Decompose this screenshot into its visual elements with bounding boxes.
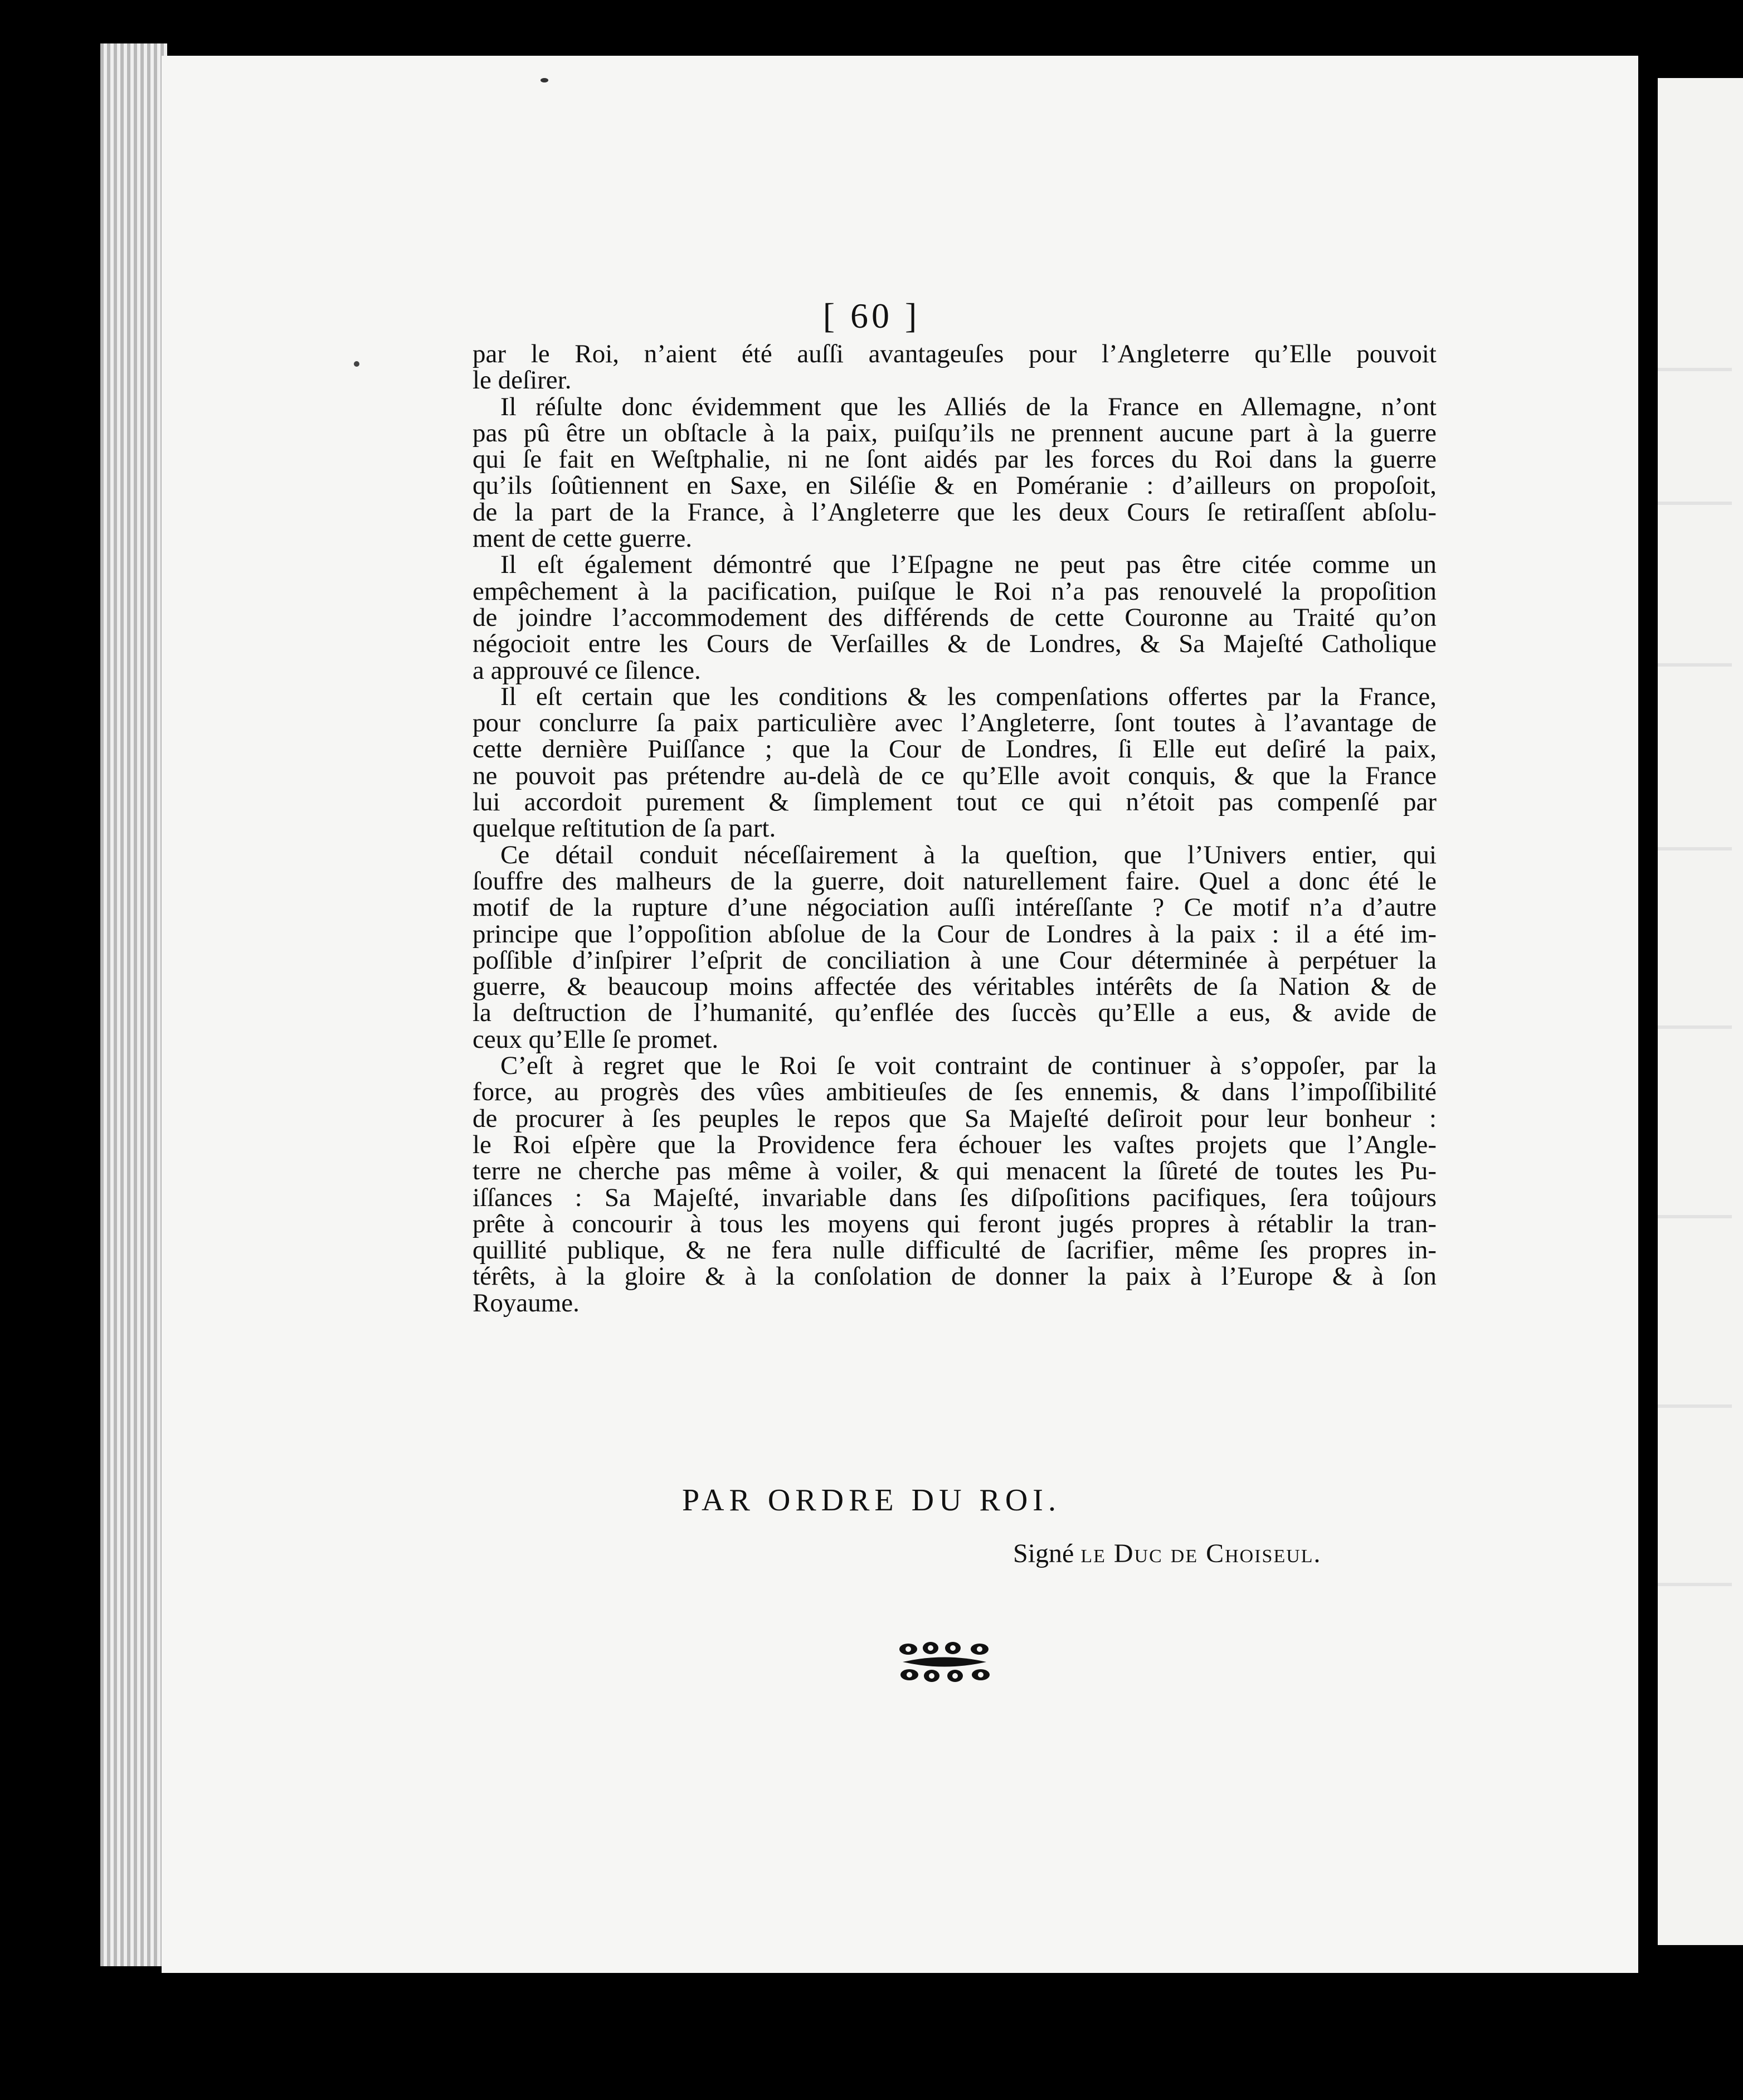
text-line: Royaume. [473, 1288, 580, 1318]
page-number: [ 60 ] [822, 296, 921, 336]
text-line: qui ſe fait en Weſtphalie, ni ne ſont aidés par les forces du Roi dans la guerre [473, 445, 1437, 474]
text-line: Il réſulte donc évidemment que les Alliés de la France en Allemagne, n’ont [500, 392, 1437, 421]
body-text [473, 341, 1437, 1316]
text-line: Il eſt également démontré que l’Eſpagne ne peut pas être citée comme un [500, 550, 1437, 580]
text-line: négocioit entre les Cours de Verſailles & de Londres, & Sa Majeſté Catholique [473, 629, 1437, 659]
signature-line [1013, 1538, 1322, 1569]
text-line: ſouffre des malheurs de la guerre, doit naturellement faire. Quel a donc été le [473, 866, 1437, 896]
text-line: prête à concourir à tous les moyens qui feront jugés propres à rétablir la tran- [473, 1209, 1437, 1238]
text-line: C’eſt à regret que le Roi ſe voit contraint de continuer à s’oppoſer, par la [500, 1051, 1437, 1081]
text-line: pas pû être un obſtacle à la paix, puiſqu’ils ne prennent aucune part à la guerre [473, 418, 1437, 448]
text-line: la deſtruction de l’humanité, qu’enflée des ſuccès qu’Elle a eus, & avide de [473, 998, 1437, 1028]
text-line: ment de cette guerre. [473, 524, 693, 553]
text-line: ceux qu’Elle ſe promet. [473, 1024, 719, 1054]
text-line: principe que l’oppoſition abſolue de la Cour de Londres à la paix : il a été im- [473, 919, 1437, 949]
text-line: poſſible d’inſpirer l’eſprit de conciliation à une Cour déterminée à perpétuer la [473, 945, 1437, 975]
text-line: de joindre l’accommodement des différends de cette Couronne au Traité qu’on [473, 602, 1437, 632]
text-line: le Roi eſpère que la Providence fera échouer les vaſtes projets que l’Angle- [473, 1130, 1437, 1159]
signature-name: le Duc de Choiseul. [1080, 1539, 1322, 1568]
text-line: ne pouvoit pas prétendre au-delà de ce qu’Elle avoit conquis, & que la France [473, 761, 1437, 790]
text-line: iſſances : Sa Majeſté, invariable dans ſes diſpoſitions pacifiques, ſera toûjours [473, 1183, 1437, 1212]
text-line: de la part de la France, à l’Angleterre que les deux Cours ſe retiraſſent abſolu- [473, 497, 1437, 527]
text-line: empêchement à la pacification, puiſque le Roi n’a pas renouvelé la propoſition [473, 576, 1437, 606]
text-line: de procurer à ſes peuples le repos que Sa Majeſté deſiroit pour leur bonheur : [473, 1104, 1437, 1133]
text-line: motif de la rupture d’une négociation auſſi intéreſſante ? Ce motif n’a d’autre [473, 893, 1437, 922]
text-line: le deſirer. [473, 366, 572, 395]
order-line: PAR ORDRE DU ROI. [682, 1483, 1061, 1518]
signature-prefix: Signé [1013, 1539, 1074, 1568]
printer-ornament-icon [897, 1636, 992, 1689]
text-line: quillité publique, & ne fera nulle difficulté de ſacrifier, même ſes propres in- [473, 1236, 1437, 1265]
text-line: térêts, à la gloire & à la conſolation de donner la paix à l’Europe & à ſon [473, 1262, 1437, 1291]
text-line: cette dernière Puiſſance ; que la Cour de Londres, ſi Elle eut deſiré la paix, [473, 735, 1437, 764]
text-line: force, au progrès des vûes ambitieuſes de ſes ennemis, & dans l’impoſſibilité [473, 1077, 1437, 1107]
facing-page [1658, 78, 1743, 1945]
text-line: guerre, & beaucoup moins affectée des véritables intérêts de ſa Nation & de [473, 972, 1437, 1002]
text-line: terre ne cherche pas même à voiler, & qui menacent la ſûreté de toutes les Pu- [473, 1156, 1437, 1186]
text-line: qu’ils ſoûtiennent en Saxe, en Siléſie & en Poméranie : d’ailleurs on propoſoit, [473, 471, 1437, 500]
text-line: a approuvé ce ſilence. [473, 655, 701, 685]
text-line: par le Roi, n’aient été auſſi avantageuſes pour l’Angleterre qu’Elle pouvoit [473, 339, 1437, 368]
text-line: lui accordoit purement & ſimplement tout ce qui n’étoit pas compenſé par [473, 788, 1437, 817]
text-line: pour conclurre ſa paix particulière avec l’Angleterre, ſont toutes à l’avantage de [473, 708, 1437, 738]
text-line: quelque reſtitution de ſa part. [473, 814, 776, 843]
text-line: Il eſt certain que les conditions & les compenſations offertes par la France, [500, 682, 1437, 711]
text-line: Ce détail conduit néceſſairement à la queſtion, que l’Univers entier, qui [500, 840, 1437, 869]
